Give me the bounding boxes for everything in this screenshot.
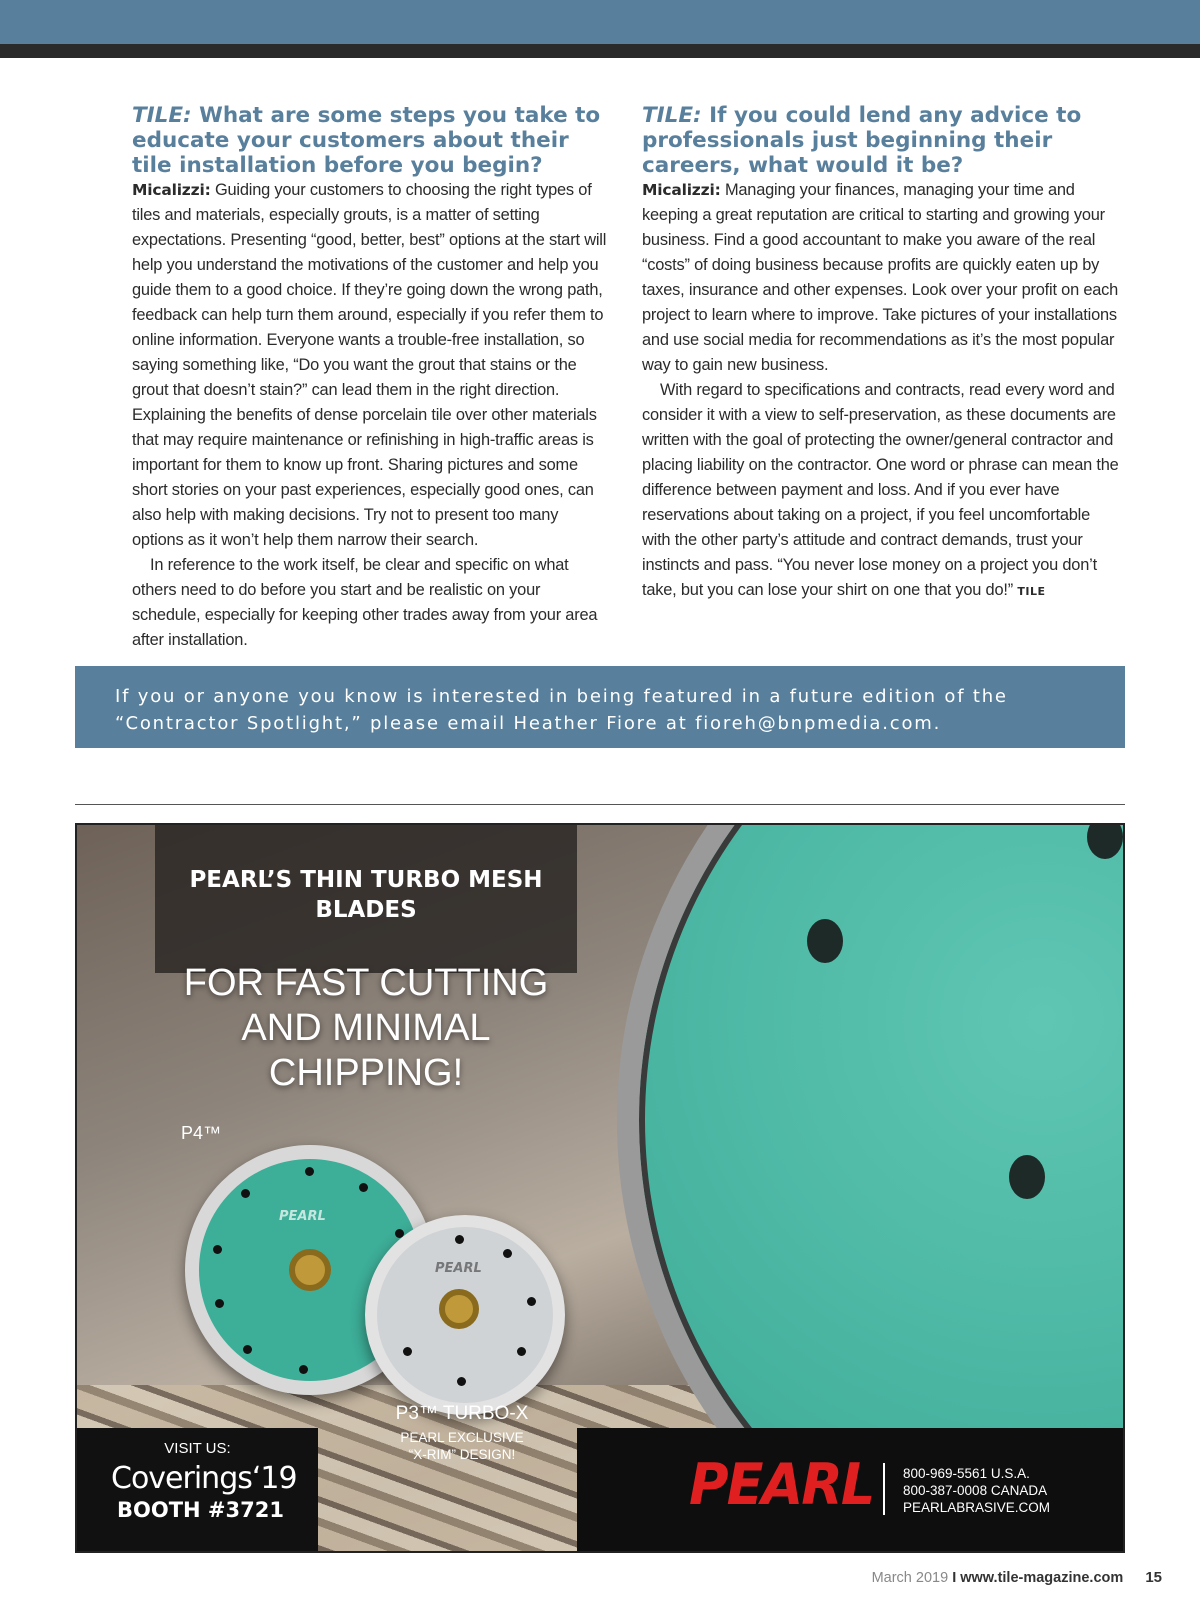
blade-dot-icon xyxy=(503,1249,512,1258)
blade-dot-icon xyxy=(241,1189,250,1198)
answer-paragraph xyxy=(642,178,1122,378)
blade-dot-icon xyxy=(305,1167,314,1176)
right-column xyxy=(642,103,1122,604)
blade-dot-icon xyxy=(215,1299,224,1308)
answer-paragraph xyxy=(642,378,1122,604)
headline-line: FOR FAST CUTTING xyxy=(183,962,549,1004)
question-tag: TILE: xyxy=(132,103,192,128)
blade-dot-icon xyxy=(359,1183,368,1192)
blade-hole-icon xyxy=(1009,1155,1045,1199)
p3-blade-icon xyxy=(365,1215,565,1415)
ad-headline-big xyxy=(155,961,577,1096)
blade-logo: PEARL xyxy=(435,1261,482,1276)
contact-info xyxy=(903,1465,1050,1516)
blade-dot-icon xyxy=(517,1347,526,1356)
booth-number: BOOTH #3721 xyxy=(117,1498,284,1522)
promo-text: If you or anyone you know is interested in being featured in a future edition of the “Contractor Spotlight,” please email Heather Fiore at fioreh@bnpmedia.com. xyxy=(115,686,1008,734)
header-rule xyxy=(0,44,1200,58)
arbor-icon xyxy=(289,1249,331,1291)
contributor-promo-box xyxy=(75,666,1125,748)
issue-date: March 2019 xyxy=(871,1570,949,1586)
blade-dot-icon xyxy=(403,1347,412,1356)
blade-logo: PEARL xyxy=(279,1209,326,1224)
coverings-logo: Coverings‘19 xyxy=(111,1461,297,1496)
answer-paragraph: In reference to the work itself, be clear and specific on what others need to do before you start and be realistic on your schedule, especially for keeping other trades away from your area after installation. xyxy=(132,556,598,649)
brand-divider xyxy=(883,1463,885,1515)
ad-headline-small: PEARL’S THIN TURBO MESH BLADES xyxy=(189,867,543,923)
question-text: What are some steps you take to educate your customers about their tile installation before you begin? xyxy=(132,103,601,178)
blade-dot-icon xyxy=(455,1235,464,1244)
right-question xyxy=(642,103,1122,178)
header-band xyxy=(0,0,1200,44)
brand-website[interactable]: PEARLABRASIVE.COM xyxy=(903,1500,1051,1515)
speaker-label: Micalizzi: xyxy=(132,181,211,199)
blade-hole-icon xyxy=(807,919,843,963)
exclusive-line: PEARL EXCLUSIVE xyxy=(400,1430,524,1445)
section-divider xyxy=(75,804,1125,805)
left-column xyxy=(132,103,610,653)
answer-text: Guiding your customers to choosing the right types of tiles and materials, especially grouts, is a matter of setting expectations. Presenting “good, better, best” options at the start will help you understand the motivations of the customer and help you guide them to a good choice. If they’re going down the wrong path, feedback can help turn them around, especially if you refer them to online information. Everyone wants a trouble-free installation, so saying something like, “Do you want the grout that stains or the grout that doesn’t stain?” can lead them in the right direction. Explaining the benefits of dense porcelain tile over other materials that may require maintenance or refinishing in high-traffic areas is important for them to know up front. Sharing pictures and some short stories on your past experiences, especially good ones, can also help with making decisions. Try not to present too many options as it won’t help them narrow their search. xyxy=(132,181,607,549)
pearl-advertisement[interactable] xyxy=(75,823,1125,1553)
footer-separator: I xyxy=(952,1570,957,1586)
phone-us: 800-969-5561 U.S.A. xyxy=(903,1466,1030,1481)
p4-label: P4™ xyxy=(181,1123,222,1143)
blade-dot-icon xyxy=(213,1245,222,1254)
blade-dot-icon xyxy=(457,1377,466,1386)
speaker-label: Micalizzi: xyxy=(642,181,721,199)
headline-line: AND MINIMAL xyxy=(241,1007,491,1049)
arbor-icon xyxy=(439,1289,479,1329)
left-answer xyxy=(132,178,610,653)
blade-dot-icon xyxy=(299,1365,308,1374)
answer-text: With regard to specifications and contracts, read every word and consider it with a view to self-preservation, as these documents are written with the goal of protecting the owner/general contractor and placing liability on the contractor. One word or phrase can mean the difference between payment and loss. And if you ever have reservations about taking on a project, if you feel uncomfortable with the other party’s attitude and contract demands, trust your instincts and pass. “You never lose money on a project you don’t take, but you can lose your shirt on one that you do!” xyxy=(642,381,1119,599)
end-mark: TILE xyxy=(1017,585,1046,598)
pearl-logo: PEARL xyxy=(689,1451,874,1518)
left-question xyxy=(132,103,610,178)
visit-label: VISIT US: xyxy=(164,1440,231,1457)
answer-text: Managing your finances, managing your time and keeping a great reputation are critical to starting and growing your business. Find a good accountant to make you aware of the real “costs” of doing business because profits are quickly eaten up by taxes, insurance and other expenses. Look over your profit on each project to learn where to improve. Take pictures of your installations and use social media for recommendations as it’s the most popular way to gain new business. xyxy=(642,181,1119,374)
magazine-website[interactable]: www.tile-magazine.com xyxy=(960,1570,1124,1586)
exclusive-note xyxy=(347,1429,577,1463)
blade-dot-icon xyxy=(527,1297,536,1306)
exclusive-line: “X-RIM” DESIGN! xyxy=(408,1447,516,1462)
p3-label: P3™ TURBO-X xyxy=(395,1403,529,1424)
headline-line: CHIPPING! xyxy=(268,1052,464,1094)
right-answer xyxy=(642,178,1122,604)
page-number: 15 xyxy=(1145,1569,1162,1586)
blade-dot-icon xyxy=(243,1345,252,1354)
page-footer xyxy=(0,1569,1162,1586)
question-text: If you could lend any advice to professionals just beginning their careers, what would it be? xyxy=(642,103,1082,178)
phone-canada: 800-387-0008 CANADA xyxy=(903,1483,1048,1498)
answer-paragraph xyxy=(132,178,610,553)
question-tag: TILE: xyxy=(642,103,702,128)
